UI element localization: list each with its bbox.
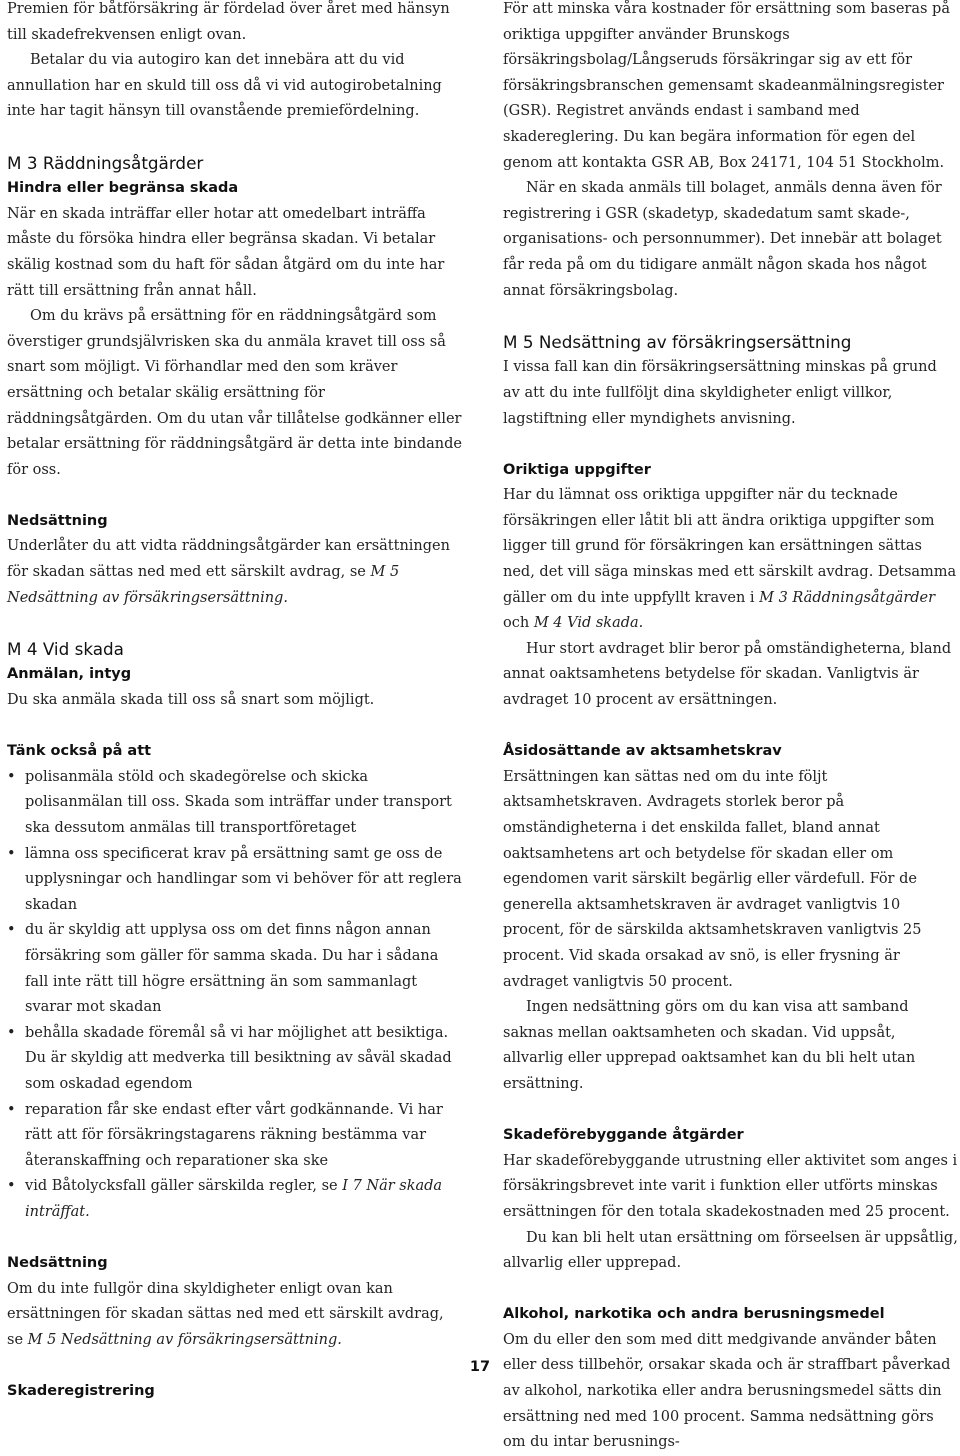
bullet-icon: • [7,1101,16,1118]
nedsattning-heading-2: Nedsättning [7,1255,108,1272]
list-item [7,918,462,1020]
oriktiga-text: Har du lämnat oss oriktiga uppgifter när du tecknade försäkringen eller låtit bli att ändra oriktiga uppgifter som ligger till grund för försäkringen kan ersättningen sättas ned, det vill säga minskas med ett särskilt avdrag. Detsamma gäller om du inte uppfyllt kraven i [503,487,957,606]
list-item [7,1098,462,1175]
alkohol-heading: Alkohol, narkotika och andra berusningsmedel [503,1306,885,1323]
asidosattande-paragraph-1: Ersättningen kan sättas ned om du inte följt aktsamhetskraven. Avdragets storlek beror på omständigheterna i det enskilda fallet, bland annat oaktsamhetens art och betydelse för skadan eller om egendomen varit särskilt begärlig eller värdefull. För de generella aktsamhetskraven är avdraget vanligtvis 10 procent, för de särskilda aktsamhetskraven vanligtvis 25 procent. Vid skada orsakad av snö, is eller frysning är avdraget vanligtvis 50 procent. [503,768,922,990]
skadeforebyggande-paragraph-1: Har skadeförebyggande utrustning eller aktivitet som anges i försäkringsbrevet inte varit i funktion eller utförts minskas ersättningen för den totala skadekostnaden med 25 procent. [503,1152,958,1220]
m3-subheading: Hindra eller begränsa skada [7,180,239,197]
nedsattning-ref-2: M 5 Nedsättning av försäkringsersättning. [27,1331,342,1348]
gsr-paragraph-2: När en skada anmäls till bolaget, anmäls denna även för registrering i GSR (skadetyp, skadedatum samt skade-, organisations- och personnummer). Det innebär att bolaget får reda på om du tidigare anmält någon skada hos något annat försäkringsbolag. [503,180,942,299]
oriktiga-and: och [503,615,530,632]
bullet-icon: • [7,768,16,785]
nedsattning-text-1: Underlåter du att vidta räddningsåtgärder kan ersättningen för skadan sättas ned med ett särskilt avdrag, se [7,538,450,581]
m3-paragraph-1: När en skada inträffar eller hotar att omedelbart inträffa måste du försöka hindra eller begränsa skadan. Vi betalar skälig kostnad som du haft för sådan åtgärd om du inte har rätt till ersättning från annat håll. [7,205,445,299]
skadeforebyggande-paragraph-2: Du kan bli helt utan ersättning om förseelsen är uppsåtlig, allvarlig eller upprepad. [503,1229,958,1272]
list-item [7,1021,462,1098]
alkohol-paragraph-1: Om du eller den som med ditt medgivande använder båten eller dess tillbehör, orsakar skada och är straffbart påverkad av alkohol, narkotika eller andra berusningsmedel sätts din ersättning ned med 100 procent. Samma nedsättning görs om du intar berusnings- [503,1331,951,1451]
m3-paragraph-2: Om du krävs på ersättning för en räddningsåtgärd som överstiger grundsjälvrisken ska du anmäla kravet till oss så snart som möjligt. Vi förhandlar med den som kräver ersättning och betalar skälig ersättning för räddningsåtgärden. Om du utan vår tillåtelse godkänner eller betalar ersättning för räddningsåtgärd är detta inte bindande för oss. [7,308,462,478]
m5-paragraph-1: I vissa fall kan din försäkringsersättning minskas på grund av att du inte fullföljt dina skyldigheter enligt villkor, lagstiftning eller myndighets anvisning. [503,359,937,427]
oriktiga-ref-1: M 3 Räddningsåtgärder [759,589,936,606]
list-item-text: lämna oss specificerat krav på ersättning samt ge oss de upplysningar och handlingar som vi behöver för att reglera skadan [25,845,462,913]
nedsattning-text-2: Om du inte fullgör dina skyldigheter enligt ovan kan ersättningen för skadan sättas ned med ett särskilt avdrag, se [7,1280,444,1348]
list-item [7,842,462,919]
list-item-text: vid Båtolycksfall gäller särskilda regler, se [25,1178,338,1195]
list-item [7,765,462,842]
tank-heading: Tänk också på att [7,743,152,760]
right-column [503,0,958,1456]
nedsattning-paragraph-1 [7,534,462,611]
bullet-icon: • [7,1024,16,1041]
skadeforebyggande-heading: Skadeförebyggande åtgärder [503,1127,744,1144]
left-column [7,0,462,1405]
list-item-text: du är skyldig att upplysa oss om det finns någon annan försäkring som gäller för samma skada. Du har i sådana fall inte rätt till högre ersättning än som sammanlagt svarar mot skadan [25,922,439,1016]
bullet-icon: • [7,845,16,862]
oriktiga-paragraph-1 [503,483,958,637]
list-item-ref: I 7 När skada inträffat. [25,1178,443,1220]
list-item-text: behålla skadade föremål så vi har möjlighet att besiktiga. Du är skyldig att medverka till besiktning av såväl skadad som oskadad egendom [25,1024,452,1092]
tank-list [7,765,462,1226]
asidosattande-paragraph-2: Ingen nedsättning görs om du kan visa att samband saknas mellan oaktsamheten och skadan. Vid uppsåt, allvarlig eller upprepad oaktsamhet kan du bli helt utan ersättning. [503,999,916,1092]
oriktiga-paragraph-2: Hur stort avdraget blir beror på omständigheterna, bland annat oaktsamhetens betydelse för skadan. Vanligtvis är avdraget 10 procent av ersättningen. [503,640,952,709]
m5-title: M 5 Nedsättning av försäkringsersättning [503,331,852,352]
gsr-paragraph-1: För att minska våra kostnader för ersättning som baseras på oriktiga uppgifter använder Brunskogs försäkringsbolag/Långseruds försäkringar sig av ett för försäkringsbranschen gemensamt skadeanmälningsregister (GSR). Registret används endast i samband med skadereglering. Du kan begära information för egen del genom att kontakta GSR AB, Box 24171, 104 51 Stockholm. [503,1,950,171]
m4-title: M 4 Vid skada [7,638,124,659]
m4-subheading: Anmälan, intyg [7,666,132,683]
skaderegistrering-heading: Skaderegistrering [7,1383,155,1400]
list-item [7,1174,462,1225]
nedsattning-paragraph-2 [7,1277,462,1354]
oriktiga-ref-2: M 4 Vid skada. [533,615,644,632]
nedsattning-heading-1: Nedsättning [7,512,108,529]
list-item-text: polisanmäla stöld och skadegörelse och skicka polisanmälan till oss. Skada som inträffar under transport ska dessutom anmälas till transportföretaget [25,768,452,836]
m4-paragraph-1: Du ska anmäla skada till oss så snart som möjligt. [7,692,375,709]
oriktiga-heading: Oriktiga uppgifter [503,461,651,478]
bullet-icon: • [7,922,16,939]
page-number: 17 [469,1359,491,1375]
intro-paragraph: Premien för båtförsäkring är fördelad över året med hänsyn till skadefrekvensen enligt ovan. [7,1,450,43]
nedsattning-ref-1: M 5 Nedsättning av försäkringsersättning. [7,564,400,606]
asidosattande-heading: Åsidosättande av aktsamhetskrav [503,743,782,760]
autogiro-paragraph: Betalar du via autogiro kan det innebära att du vid annullation har en skuld till oss då vi vid autogirobetalning inte har tagit hänsyn till ovanstående premiefördelning. [7,52,442,120]
list-item-text: reparation får ske endast efter vårt godkännande. Vi har rätt att för försäkringstagarens räkning bestämma var återanskaffning och reparationer ska ske [25,1101,443,1169]
bullet-icon: • [7,1178,16,1195]
m3-title: M 3 Räddningsåtgärder [7,152,204,173]
